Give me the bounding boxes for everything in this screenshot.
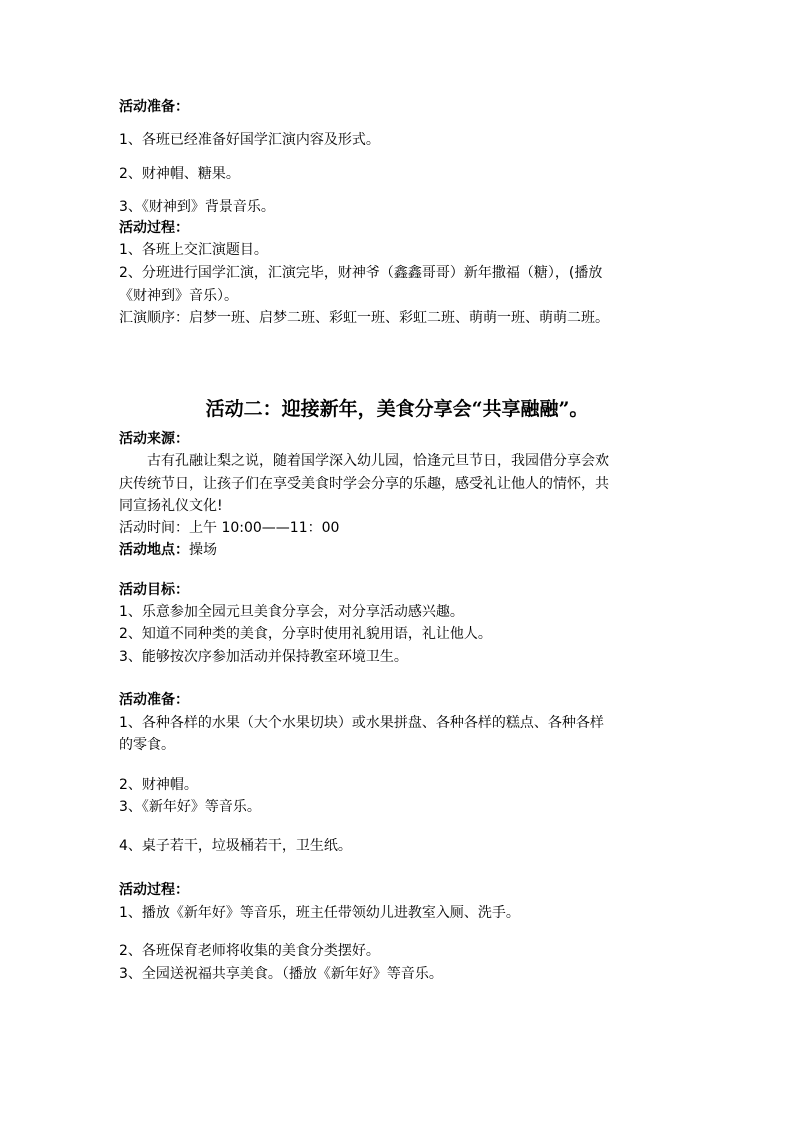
section1-prep-item: 2、财神帽、糖果。 xyxy=(119,166,240,182)
section1-process-item: 2、分班进行国学汇演，汇演完毕，财神爷（鑫鑫哥哥）新年撒福（糖），(播放 xyxy=(119,265,603,281)
section1-process-item: 1、各班上交汇演题目。 xyxy=(119,242,268,258)
section1-prep-heading: 活动准备： xyxy=(119,99,189,115)
section2-prep-item: 1、各种各样的水果（大个水果切块）或水果拼盘、各种各样的糕点、各种各样 xyxy=(119,715,604,731)
section1-process-order: 汇演顺序：启梦一班、启梦二班、彩虹一班、彩虹二班、萌萌一班、萌萌二班。 xyxy=(119,310,609,326)
section1-process-item: 《财神到》音乐）。 xyxy=(119,288,238,304)
section1-prep-item: 3、《财神到》背景音乐。 xyxy=(119,199,275,215)
section2-process-item: 1、播放《新年好》等音乐，班主任带领幼儿进教室入厕、洗手。 xyxy=(119,905,520,921)
section2-process-item: 2、各班保育老师将收集的美食分类摆好。 xyxy=(119,943,380,959)
section2-prep-item: 4、桌子若干，垃圾桶若干，卫生纸。 xyxy=(119,838,352,854)
section2-prep-item: 的零食。 xyxy=(119,737,175,753)
section2-prep-item: 3、《新年好》等音乐。 xyxy=(119,799,261,815)
section2-process-heading: 活动过程： xyxy=(119,882,189,898)
section2-goals-heading: 活动目标： xyxy=(119,582,189,598)
section2-process-item: 3、全园送祝福共享美食。（播放《新年好》等音乐。 xyxy=(119,966,443,982)
section2-source-line: 古有孔融让梨之说，随着国学深入幼儿园，恰逢元旦节日，我园借分享会欢 xyxy=(147,453,609,469)
section1-prep-item: 1、各班已经准备好国学汇演内容及形式。 xyxy=(119,132,380,148)
section2-prep-item: 2、财神帽。 xyxy=(119,777,198,793)
section2-prep-heading: 活动准备： xyxy=(119,692,189,708)
section2-goal-item: 1、乐意参加全园元旦美食分享会，对分享活动感兴趣。 xyxy=(119,604,464,620)
section2-location-label: 活动地点： xyxy=(119,542,189,558)
section1-process-heading: 活动过程： xyxy=(119,220,189,236)
section2-goal-item: 3、能够按次序参加活动并保持教室环境卫生。 xyxy=(119,649,408,665)
section2-location xyxy=(119,540,217,561)
section2-source-heading: 活动来源： xyxy=(119,431,189,447)
section2-location-value: 操场 xyxy=(189,542,217,558)
section2-goal-item: 2、知道不同种类的美食，分享时使用礼貌用语，礼让他人。 xyxy=(119,626,492,642)
section2-title: 活动二：迎接新年，美食分享会“共享融融”。 xyxy=(205,398,589,420)
section2-source-line: 同宣扬礼仪文化! xyxy=(119,498,223,514)
section2-source-line: 庆传统节日，让孩子们在享受美食时学会分享的乐趣，感受礼让他人的情怀，共 xyxy=(119,476,609,492)
section2-time: 活动时间：上午 10:00——11：00 xyxy=(119,520,340,536)
